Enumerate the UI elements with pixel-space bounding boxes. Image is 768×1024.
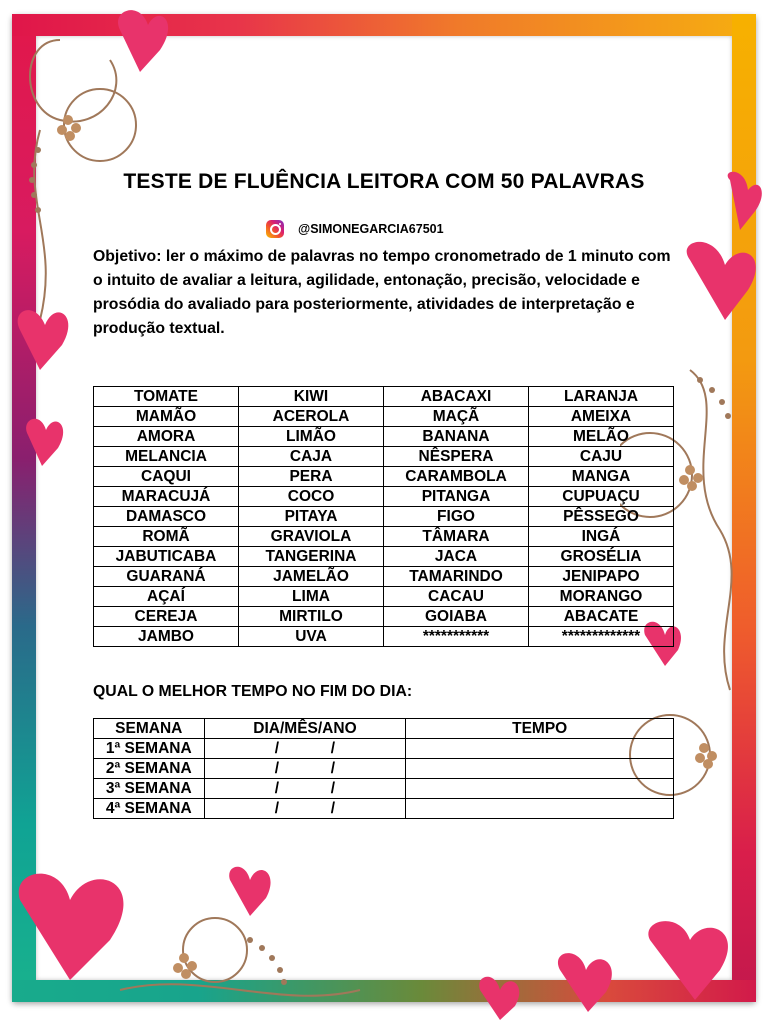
date-separator: /	[330, 780, 336, 797]
page-title: TESTE DE FLUÊNCIA LEITORA COM 50 PALAVRAS	[123, 170, 645, 193]
header-time: TEMPO	[406, 719, 674, 739]
date-separator: /	[330, 760, 336, 777]
word-cell: AÇAÍ	[94, 587, 239, 607]
date-field	[204, 799, 406, 819]
word-cell: MIRTILO	[239, 607, 384, 627]
word-cell: ROMÃ	[94, 527, 239, 547]
word-cell: AMEIXA	[529, 407, 674, 427]
word-cell: AMORA	[94, 427, 239, 447]
time-field	[406, 739, 674, 759]
word-cell: LIMA	[239, 587, 384, 607]
instagram-handle-text: @SIMONEGARCIA67501	[298, 222, 444, 236]
time-field	[406, 759, 674, 779]
word-cell: BANANA	[384, 427, 529, 447]
word-cell: MARACUJÁ	[94, 487, 239, 507]
table-row	[94, 407, 674, 427]
table-row	[94, 739, 674, 759]
word-cell: CAJU	[529, 447, 674, 467]
word-cell: CARAMBOLA	[384, 467, 529, 487]
frame-right-edge	[732, 14, 756, 1002]
frame-bottom-edge	[12, 980, 756, 1002]
word-cell: GUARANÁ	[94, 567, 239, 587]
word-cell: MELANCIA	[94, 447, 239, 467]
word-cell: FIGO	[384, 507, 529, 527]
word-cell: LARANJA	[529, 387, 674, 407]
table-row	[94, 507, 674, 527]
week-label: 3ª SEMANA	[94, 779, 205, 799]
word-cell: PITANGA	[384, 487, 529, 507]
word-cell: CAQUI	[94, 467, 239, 487]
word-cell: ABACATE	[529, 607, 674, 627]
word-cell: TAMARINDO	[384, 567, 529, 587]
table-row	[94, 427, 674, 447]
word-cell: ACEROLA	[239, 407, 384, 427]
table-row	[94, 527, 674, 547]
table-row	[94, 447, 674, 467]
table-row	[94, 547, 674, 567]
instagram-icon	[266, 220, 284, 238]
date-separator: /	[274, 780, 280, 797]
word-cell: CEREJA	[94, 607, 239, 627]
word-cell: CACAU	[384, 587, 529, 607]
word-cell: CUPUAÇU	[529, 487, 674, 507]
word-cell: INGÁ	[529, 527, 674, 547]
time-field	[406, 799, 674, 819]
instagram-handle	[266, 220, 444, 238]
word-cell: LIMÃO	[239, 427, 384, 447]
word-cell: PÊSSEGO	[529, 507, 674, 527]
date-separator: /	[330, 800, 336, 817]
word-cell: ***********	[384, 627, 529, 647]
objective-paragraph: Objetivo: ler o máximo de palavras no tempo cronometrado de 1 minuto com o intuito de avaliar a leitura, agilidade, entonação, precisão, velocidade e prosódia do avaliado para posteriormente, atividades de interpretação e produção textual.	[93, 248, 671, 337]
frame-top-edge	[12, 14, 756, 36]
table-row	[94, 627, 674, 647]
week-label: 1ª SEMANA	[94, 739, 205, 759]
date-field	[204, 779, 406, 799]
word-cell: JAMELÃO	[239, 567, 384, 587]
word-cell: ABACAXI	[384, 387, 529, 407]
word-cell: CAJA	[239, 447, 384, 467]
weeks-table	[93, 718, 674, 819]
words-table	[93, 386, 674, 647]
date-separator: /	[330, 740, 336, 757]
table-row	[94, 759, 674, 779]
word-cell: KIWI	[239, 387, 384, 407]
table-row	[94, 487, 674, 507]
word-cell: UVA	[239, 627, 384, 647]
table-row	[94, 779, 674, 799]
table-row	[94, 387, 674, 407]
date-separator: /	[274, 800, 280, 817]
word-cell: JABUTICABA	[94, 547, 239, 567]
word-cell: TOMATE	[94, 387, 239, 407]
table-row	[94, 799, 674, 819]
time-field	[406, 779, 674, 799]
weeks-header-row	[94, 719, 674, 739]
word-cell: TANGERINA	[239, 547, 384, 567]
date-separator: /	[274, 740, 280, 757]
week-label: 4ª SEMANA	[94, 799, 205, 819]
word-cell: PITAYA	[239, 507, 384, 527]
question-heading: QUAL O MELHOR TEMPO NO FIM DO DIA:	[93, 683, 413, 700]
word-cell: *************	[529, 627, 674, 647]
word-cell: PERA	[239, 467, 384, 487]
word-cell: MELÃO	[529, 427, 674, 447]
word-cell: GRAVIOLA	[239, 527, 384, 547]
table-row	[94, 467, 674, 487]
word-cell: JENIPAPO	[529, 567, 674, 587]
word-cell: MAÇÃ	[384, 407, 529, 427]
word-cell: JAMBO	[94, 627, 239, 647]
word-cell: MAMÃO	[94, 407, 239, 427]
header-date: DIA/MÊS/ANO	[204, 719, 406, 739]
date-field	[204, 739, 406, 759]
week-label: 2ª SEMANA	[94, 759, 205, 779]
table-row	[94, 567, 674, 587]
word-cell: MANGA	[529, 467, 674, 487]
table-row	[94, 607, 674, 627]
header-week: SEMANA	[94, 719, 205, 739]
word-cell: NÊSPERA	[384, 447, 529, 467]
word-cell: COCO	[239, 487, 384, 507]
word-cell: DAMASCO	[94, 507, 239, 527]
date-field	[204, 759, 406, 779]
word-cell: JACA	[384, 547, 529, 567]
date-separator: /	[274, 760, 280, 777]
word-cell: TÂMARA	[384, 527, 529, 547]
word-cell: MORANGO	[529, 587, 674, 607]
word-cell: GOIABA	[384, 607, 529, 627]
word-cell: GROSÉLIA	[529, 547, 674, 567]
table-row	[94, 587, 674, 607]
